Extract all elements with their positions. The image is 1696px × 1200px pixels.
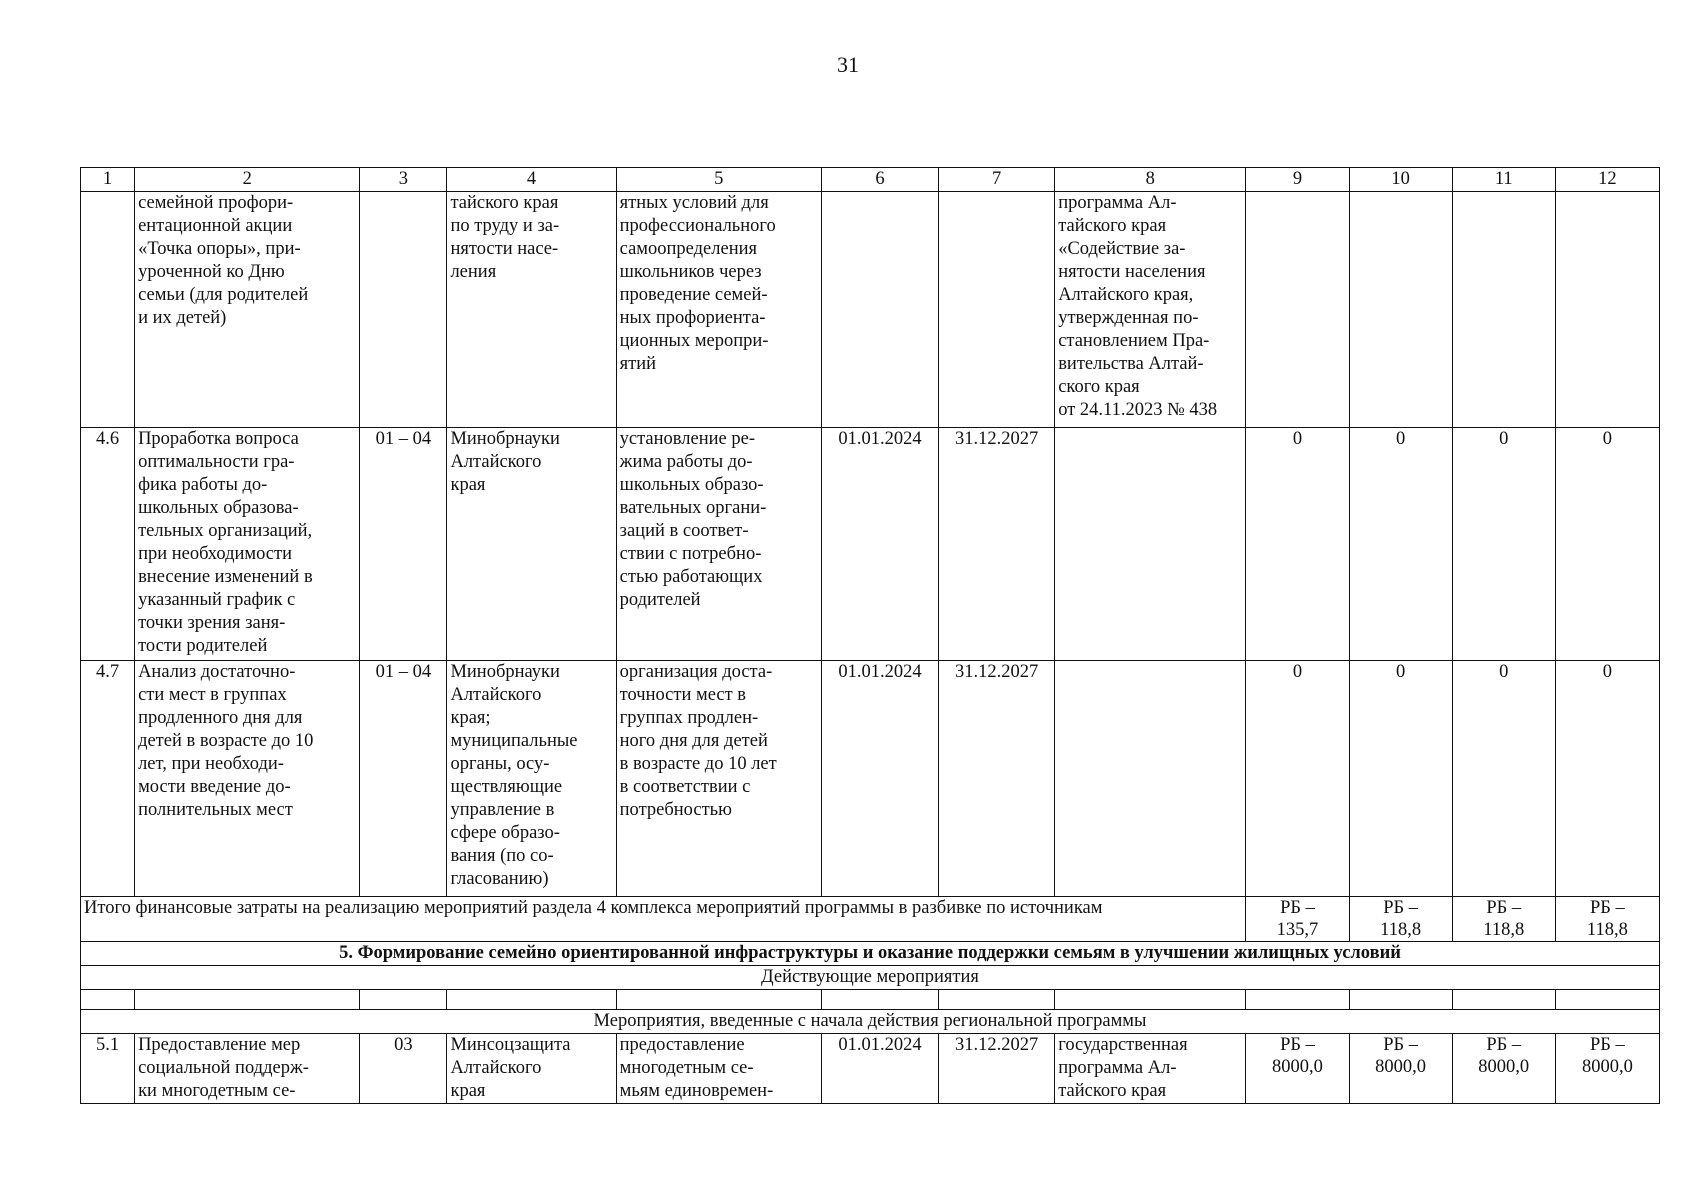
result-cell: предоставление многодетным се- мьям единовремен- bbox=[616, 1034, 821, 1104]
column-number: 9 bbox=[1246, 168, 1349, 192]
column-number: 11 bbox=[1452, 168, 1555, 192]
target-cell: 01 – 04 bbox=[360, 428, 447, 661]
total-funding-cell: РБ – 135,7 bbox=[1246, 897, 1349, 942]
row-number-cell: 4.6 bbox=[81, 428, 135, 661]
measures-table bbox=[80, 167, 1660, 1104]
start-date-cell: 01.01.2024 bbox=[821, 661, 938, 897]
funding-cell bbox=[1349, 192, 1452, 428]
new-measures-heading: Мероприятия, введенные с начала действия региональной программы bbox=[81, 1010, 1660, 1034]
funding-cell: 0 bbox=[1555, 428, 1659, 661]
total-funding-cell: РБ – 118,8 bbox=[1452, 897, 1555, 942]
funding-cell: 0 bbox=[1555, 661, 1659, 897]
empty-cell bbox=[616, 990, 821, 1010]
empty-cell bbox=[447, 990, 616, 1010]
total-label: Итого финансовые затраты на реализацию мероприятий раздела 4 комплекса мероприятий программы в разбивке по источникам bbox=[81, 897, 1246, 942]
end-date-cell: 31.12.2027 bbox=[939, 661, 1055, 897]
page-number: 31 bbox=[837, 52, 859, 77]
start-date-cell bbox=[821, 192, 938, 428]
row-number-cell: 4.7 bbox=[81, 661, 135, 897]
total-funding-cell: РБ – 118,8 bbox=[1555, 897, 1659, 942]
funding-cell: 0 bbox=[1452, 428, 1555, 661]
funding-cell: 0 bbox=[1246, 428, 1349, 661]
start-date-cell: 01.01.2024 bbox=[821, 428, 938, 661]
result-cell: ятных условий для профессионального самоопределения школьников через проведение семей- ных профориента- ционных меропри- ятий bbox=[616, 192, 821, 428]
row-number-cell: 5.1 bbox=[81, 1034, 135, 1104]
empty-cell bbox=[360, 990, 447, 1010]
column-number: 4 bbox=[447, 168, 616, 192]
column-number-row bbox=[81, 168, 1660, 192]
table-row bbox=[81, 428, 1660, 661]
funding-cell: РБ – 8000,0 bbox=[1349, 1034, 1452, 1104]
start-date-cell: 01.01.2024 bbox=[821, 1034, 938, 1104]
column-number: 5 bbox=[616, 168, 821, 192]
funding-cell: РБ – 8000,0 bbox=[1246, 1034, 1349, 1104]
total-row bbox=[81, 897, 1660, 942]
subheading-row bbox=[81, 966, 1660, 990]
empty-cell bbox=[1349, 990, 1452, 1010]
empty-row bbox=[81, 990, 1660, 1010]
measure-name-cell: Проработка вопроса оптимальности гра- фика работы до- школьных образова- тельных организаций, при необходимости внесение изменений в указанный график с точки зрения заня- тости родителей bbox=[135, 428, 360, 661]
result-cell: организация доста- точности мест в группах продлен- ного дня для детей в возрасте до 10 лет в соответствии с потребностью bbox=[616, 661, 821, 897]
empty-cell bbox=[135, 990, 360, 1010]
empty-cell bbox=[939, 990, 1055, 1010]
end-date-cell: 31.12.2027 bbox=[939, 428, 1055, 661]
current-measures-heading: Действующие мероприятия bbox=[81, 966, 1660, 990]
empty-cell bbox=[1246, 990, 1349, 1010]
subheading-row bbox=[81, 1010, 1660, 1034]
end-date-cell: 31.12.2027 bbox=[939, 1034, 1055, 1104]
measure-name-cell: семейной профори- ентационной акции «Точка опоры», при- уроченной ко Дню семьи (для родителей и их детей) bbox=[135, 192, 360, 428]
executor-cell: Минсоцзащита Алтайского края bbox=[447, 1034, 616, 1104]
section-title: 5. Формирование семейно ориентированной инфраструктуры и оказание поддержки семьям в улучшении жилищных условий bbox=[81, 942, 1660, 966]
program-cell: государственная программа Ал- тайского края bbox=[1055, 1034, 1246, 1104]
table-row-continued bbox=[81, 192, 1660, 428]
target-cell bbox=[360, 192, 447, 428]
empty-cell bbox=[1055, 990, 1246, 1010]
column-number: 10 bbox=[1349, 168, 1452, 192]
executor-cell: Минобрнауки Алтайского края; муниципальные органы, осу- ществляющие управление в сфере образо- вания (по со- гласованию) bbox=[447, 661, 616, 897]
funding-cell bbox=[1555, 192, 1659, 428]
column-number: 8 bbox=[1055, 168, 1246, 192]
program-cell bbox=[1055, 661, 1246, 897]
column-number: 7 bbox=[939, 168, 1055, 192]
target-cell: 01 – 04 bbox=[360, 661, 447, 897]
table-row bbox=[81, 661, 1660, 897]
row-number-cell bbox=[81, 192, 135, 428]
empty-cell bbox=[81, 990, 135, 1010]
funding-cell bbox=[1246, 192, 1349, 428]
column-number: 1 bbox=[81, 168, 135, 192]
funding-cell: 0 bbox=[1452, 661, 1555, 897]
column-number: 3 bbox=[360, 168, 447, 192]
executor-cell: тайского края по труду и за- нятости насе- ления bbox=[447, 192, 616, 428]
funding-cell: РБ – 8000,0 bbox=[1452, 1034, 1555, 1104]
result-cell: установление ре- жима работы до- школьных образо- вательных органи- заций в соответ- ствии с потребно- стью работающих родителей bbox=[616, 428, 821, 661]
funding-cell: 0 bbox=[1349, 661, 1452, 897]
empty-cell bbox=[1452, 990, 1555, 1010]
program-cell bbox=[1055, 428, 1246, 661]
funding-cell: 0 bbox=[1246, 661, 1349, 897]
empty-cell bbox=[821, 990, 938, 1010]
section-title-row bbox=[81, 942, 1660, 966]
measure-name-cell: Предоставление мер социальной поддерж- ки многодетным се- bbox=[135, 1034, 360, 1104]
funding-cell: РБ – 8000,0 bbox=[1555, 1034, 1659, 1104]
funding-cell bbox=[1452, 192, 1555, 428]
end-date-cell bbox=[939, 192, 1055, 428]
total-funding-cell: РБ – 118,8 bbox=[1349, 897, 1452, 942]
executor-cell: Минобрнауки Алтайского края bbox=[447, 428, 616, 661]
table-row bbox=[81, 1034, 1660, 1104]
program-cell: программа Ал- тайского края «Содействие за- нятости населения Алтайского края, утвержденная по- становлением Пра- вительства Алтай- ского края от 24.11.2023 № 438 bbox=[1055, 192, 1246, 428]
target-cell: 03 bbox=[360, 1034, 447, 1104]
measure-name-cell: Анализ достаточно- сти мест в группах продленного дня для детей в возрасте до 10 лет, при необходи- мости введение до- полнительных мест bbox=[135, 661, 360, 897]
empty-cell bbox=[1555, 990, 1659, 1010]
column-number: 2 bbox=[135, 168, 360, 192]
column-number: 6 bbox=[821, 168, 938, 192]
funding-cell: 0 bbox=[1349, 428, 1452, 661]
column-number: 12 bbox=[1555, 168, 1659, 192]
